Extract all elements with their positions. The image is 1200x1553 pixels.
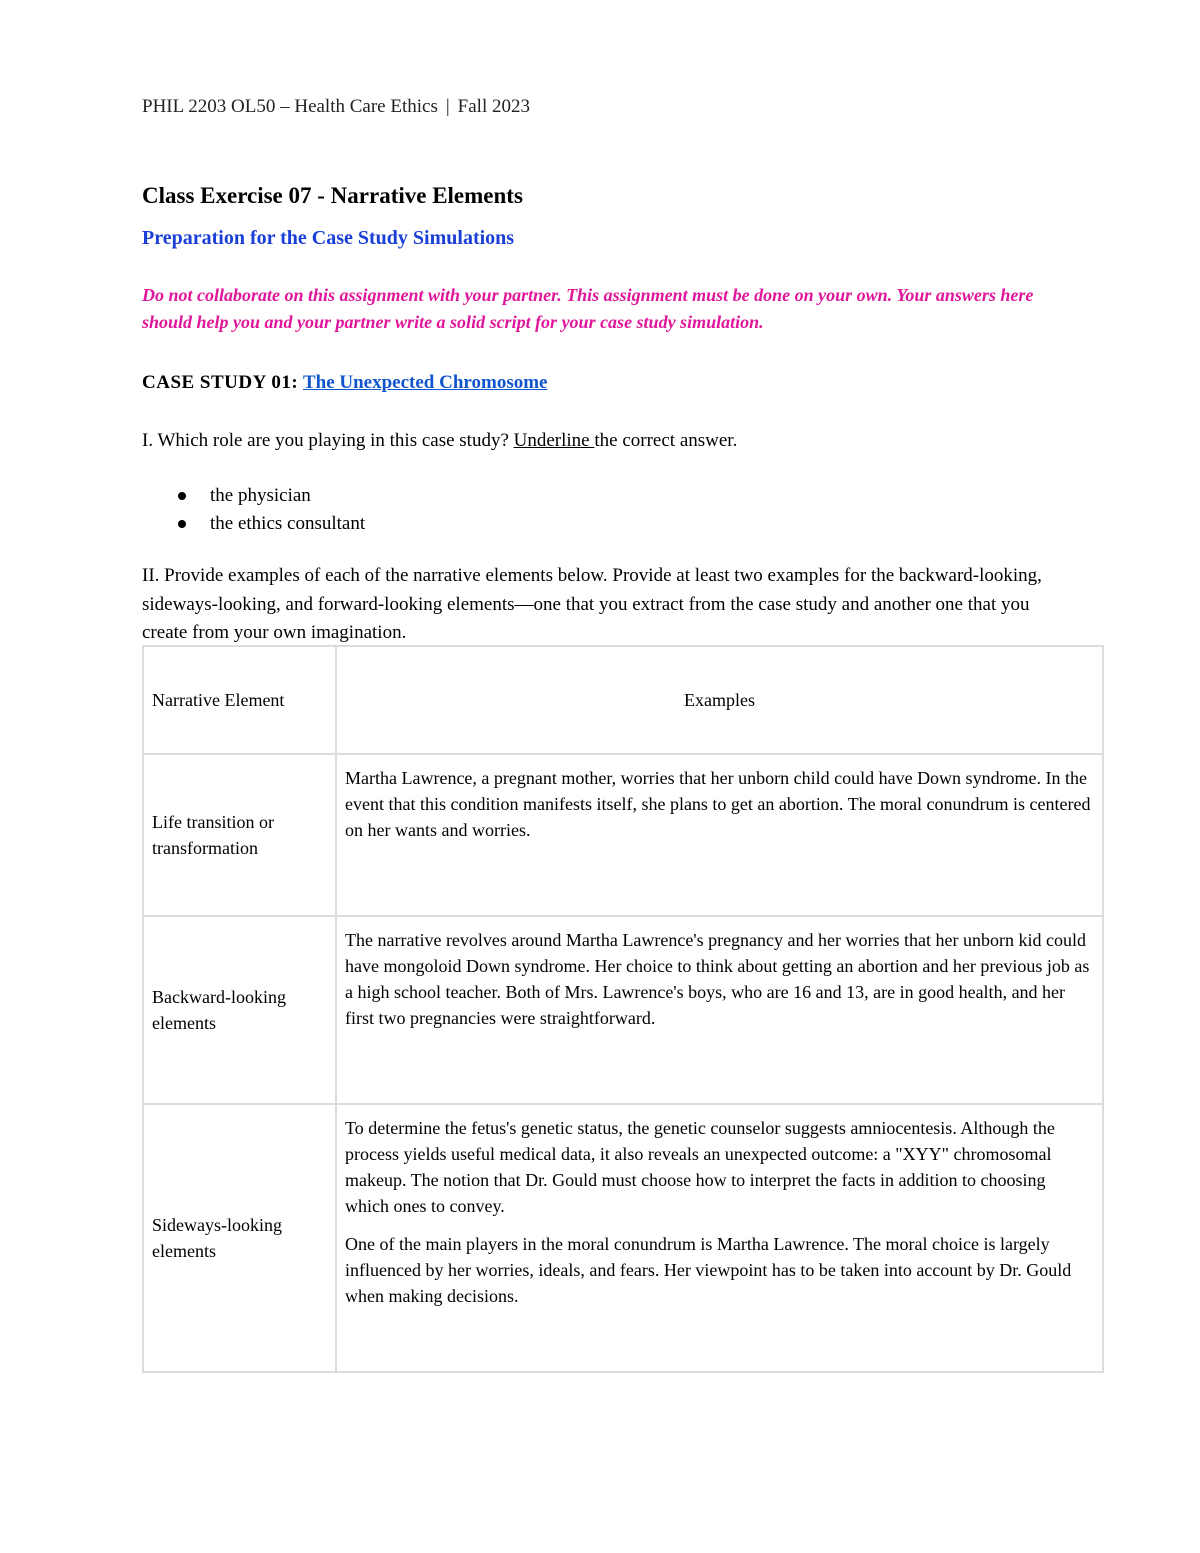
table-row (143, 1104, 1103, 1372)
element-name-cell: Life transition or transformation (143, 754, 336, 916)
question-1-prefix: I. Which role are you playing in this case study? (142, 430, 514, 451)
header-narrative-element: Narrative Element (143, 646, 336, 754)
table-header-row (143, 646, 1103, 754)
question-1 (142, 430, 737, 452)
narrative-elements-table (142, 645, 1104, 1373)
case-study-label: CASE STUDY 01: (142, 372, 299, 393)
course-term: Fall 2023 (457, 96, 530, 117)
question-2: II. Provide examples of each of the narrative elements below. Provide at least two examples for the backward-looking, sideways-looking, and forward-looking elements—one that you extract from the case study and another one that you create from your own imagination. (142, 565, 1042, 643)
page-title: Class Exercise 07 - Narrative Elements (142, 183, 523, 208)
case-study-heading (142, 372, 547, 394)
example-paragraph: Martha Lawrence, a pregnant mother, worries that her unborn child could have Down syndrome. In the event that this condition manifests itself, she plans to get an abortion. The moral conundrum is centered on her wants and worries. (345, 768, 1091, 840)
element-name-cell: Backward-looking elements (143, 916, 336, 1104)
role-option-label: the physician (210, 485, 311, 506)
question-1-suffix: the correct answer. (594, 430, 738, 451)
course-header (142, 96, 530, 118)
role-option-physician[interactable] (176, 482, 365, 510)
page-subtitle: Preparation for the Case Study Simulations (142, 227, 515, 249)
header-separator: | (445, 96, 450, 117)
examples-cell[interactable] (336, 916, 1103, 1104)
table-row (143, 754, 1103, 916)
role-option-ethics-consultant[interactable] (176, 510, 365, 538)
role-option-label: the ethics consultant (210, 513, 366, 534)
example-paragraph: The narrative revolves around Martha Lawrence's pregnancy and her worries that her unborn kid could have mongoloid Down syndrome. Her choice to think about getting an abortion and her previous job as a high school teacher. Both of Mrs. Lawrence's boys, who are 16 and 13, are in good health, and her first two pregnancies were straightforward. (345, 930, 1090, 1028)
examples-cell[interactable] (336, 754, 1103, 916)
case-study-link[interactable]: The Unexpected Chromosome (302, 372, 548, 393)
bullet-dot-icon (178, 492, 186, 500)
collaboration-warning: Do not collaborate on this assignment with your partner. This assignment must be done on your own. Your answers here should help you and your partner write a solid script for your case study simulation. (142, 285, 1034, 332)
bullet-dot-icon (178, 520, 186, 528)
table-row (143, 916, 1103, 1104)
example-paragraph: One of the main players in the moral conundrum is Martha Lawrence. The moral choice is largely influenced by her worries, ideals, and fears. Her viewpoint has to be taken into account by Dr. Gould when making decisions. (345, 1234, 1072, 1306)
example-paragraph: To determine the fetus's genetic status, the genetic counselor suggests amniocentesis. Although the process yields useful medical data, it also reveals an unexpected outcome: a "XYY" chromosomal makeup. The notion that Dr. Gould must choose how to interpret the facts in addition to choosing which ones to convey. (345, 1118, 1055, 1216)
header-examples: Examples (336, 646, 1103, 754)
role-options-list (176, 482, 365, 538)
course-name: PHIL 2203 OL50 – Health Care Ethics (142, 96, 438, 117)
question-1-underline-word: Underline (513, 430, 595, 451)
examples-cell[interactable] (336, 1104, 1103, 1372)
element-name-cell: Sideways-looking elements (143, 1104, 336, 1372)
